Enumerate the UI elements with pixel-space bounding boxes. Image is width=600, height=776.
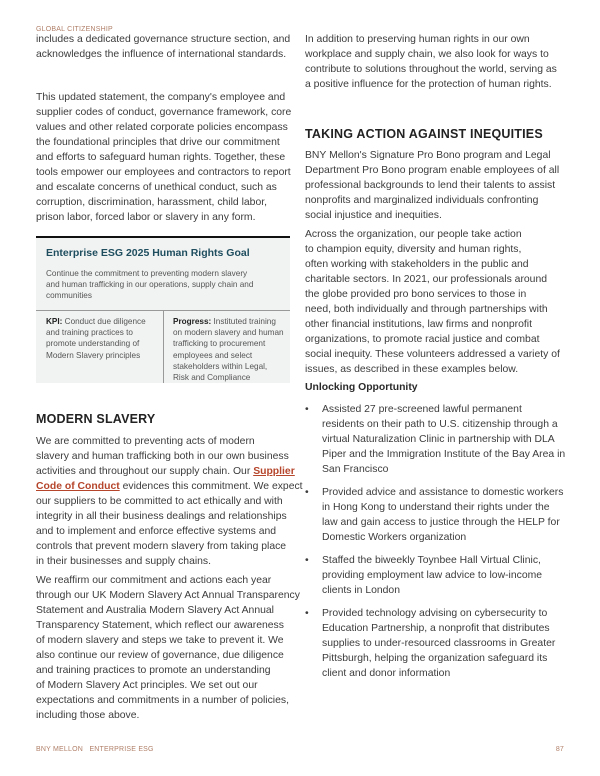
text-line: tools empower our employees and contractors to report [36, 167, 291, 178]
bullet-icon: • [305, 404, 309, 415]
text-line: San Francisco [322, 464, 389, 475]
text-line: This updated statement, the company's employee and [36, 92, 286, 103]
text-line: workplace and supply chain, we also look for ways to [305, 49, 549, 60]
text-line: Instituted training [213, 317, 276, 326]
divider [163, 310, 164, 383]
paragraph [305, 227, 560, 377]
paragraph-link-line [36, 479, 303, 494]
text-line: and training practices to [46, 328, 133, 338]
text-line: Department Pro Bono program enable employees of all [305, 165, 560, 176]
text-line: and to implement and enforce effective systems and [36, 526, 277, 537]
text-line: employees and select [173, 350, 253, 360]
text: evidences this commitment. We expect [119, 481, 303, 492]
text-line: Conduct due diligence [64, 317, 146, 326]
progress-text [173, 317, 284, 382]
text-line: charitable sectors. In 2021, our professionals around [305, 274, 548, 285]
paragraph-lines [36, 434, 303, 479]
text-line: and escalate concerns of unethical conduct, such as [36, 182, 277, 193]
text-line: We are committed to preventing acts of modern [36, 436, 255, 447]
text-line: virtual Naturalization Clinic in partnership with DLA [322, 434, 555, 445]
text-line: nonprofits and marginalized individuals confronting [305, 195, 539, 206]
text-line: and efforts to safeguard human rights. Together, these [36, 152, 286, 163]
text-line: corruption, discrimination, harassment, child labor, [36, 197, 268, 208]
paragraph [36, 573, 303, 723]
modern-slavery-body [36, 434, 303, 723]
bullet-item [305, 485, 564, 545]
text-line: In addition to preserving human rights in our own [305, 34, 530, 45]
heading-taking-action: TAKING ACTION AGAINST INEQUITIES [305, 127, 543, 141]
text-line: We reaffirm our commitment and actions each year [36, 575, 272, 586]
heading-modern-slavery: MODERN SLAVERY [36, 412, 156, 426]
text-line: of modern slavery and steps we take to prevent it. We [36, 635, 284, 646]
supplier-code-link[interactable]: Supplier [253, 466, 295, 477]
text-line: Risk and Compliance [173, 373, 251, 383]
text-line: Piper and the Immigration Institute of the Bay Area in [322, 449, 566, 460]
text-line: residents on their path to U.S. citizenship through a [322, 419, 558, 430]
text-line: on modern slavery and human [173, 328, 284, 338]
bullet-item [305, 402, 566, 477]
paragraph [36, 90, 291, 225]
goal-description [46, 268, 253, 302]
text-line: a positive influence for the protection of human rights. [305, 79, 552, 90]
footer-report: ENTERPRISE ESG [89, 746, 154, 753]
text-line: Transparency Statement, which reflect our awareness [36, 620, 284, 631]
text-line: social inequity. These volunteers addressed a variety of [305, 349, 560, 360]
progress-label: Progress: [173, 317, 212, 326]
text-line: law and gain access to justice through the HELP for [322, 517, 560, 528]
text-line: clients in London [322, 585, 400, 596]
text-line: trafficking to procurement [173, 339, 266, 349]
text-line: of Modern Slavery Act principles. We set out our [36, 680, 258, 691]
text-line: the globe provided pro bono services to those in [305, 289, 527, 300]
text-line: expectations and commitments in a number of policies, [36, 695, 289, 706]
text-line: often working with stakeholders in the public and [305, 259, 529, 270]
text-line: Across the organization, our people take action [305, 229, 522, 240]
text-line: organizations, to promote racial justice and combat [305, 334, 540, 345]
text-line: communities [46, 291, 92, 301]
progress-cell [173, 316, 284, 383]
paragraph [305, 32, 557, 92]
paragraph [305, 148, 559, 223]
text-line: need, both individually and through partnerships with [305, 304, 548, 315]
text-line: Domestic Workers organization [322, 532, 467, 543]
text-line: integrity in all their business dealings and relationships [36, 511, 287, 522]
goal-title: Enterprise ESG 2025 Human Rights Goal [46, 247, 250, 259]
text-line: Staffed the biweekly Toynbee Hall Virtual Clinic, [322, 555, 541, 566]
kpi-cell [46, 316, 146, 361]
text-line: controls that prevent modern slavery from taking place [36, 541, 287, 552]
text-line: Assisted 27 pre-screened lawful permanent [322, 404, 522, 415]
text-line: prison labor, forced labor or slavery in any form. [36, 212, 256, 223]
page-number: 87 [555, 746, 564, 753]
text-line: stakeholders within Legal, [173, 361, 268, 371]
text-line: issues, as described in these examples below. [305, 364, 519, 375]
text-line: professional backgrounds to lend their talents to assist [305, 180, 556, 191]
text-line: client and donor information [322, 668, 451, 679]
bullet-item [305, 553, 543, 598]
text-line: including those above. [36, 710, 140, 721]
text-line: promote understanding of [46, 339, 140, 349]
text-line: our suppliers to be committed to act ethically and with [36, 496, 283, 507]
text-line: social injustice and inequities. [305, 210, 442, 221]
text-line: Education Partnership, a nonprofit that distributes [322, 623, 550, 634]
text-line: supplier codes of conduct, governance framework, core [36, 107, 292, 118]
text-line: other financial institutions, law firms and nonprofit [305, 319, 532, 330]
text-line: values and other related corporate policies encompass [36, 122, 288, 133]
text-line: slavery and human trafficking both in our own business [36, 451, 289, 462]
text-line: providing employment law advice to low-income [322, 570, 543, 581]
text-line: Statement and Australia Modern Slavery Act Annual [36, 605, 274, 616]
text-line: and training practices to promote an understanding [36, 665, 271, 676]
paragraph-lines [36, 494, 303, 569]
text-line: contribute to solutions throughout the world, serving as [305, 64, 557, 75]
footer-brand-text: BNY MELLON [36, 746, 83, 753]
footer-brand [36, 746, 154, 753]
goal-box [36, 236, 290, 383]
text-line: Provided advice and assistance to domestic workers [322, 487, 564, 498]
text-line: in their businesses and supply chains. [36, 556, 212, 567]
text-line: Modern Slavery principles [46, 350, 141, 360]
text-line: to champion equity, diversity and human rights, [305, 244, 522, 255]
text-line: acknowledges the influence of international standards. [36, 49, 287, 60]
paragraph [36, 32, 290, 62]
bullet-icon: • [305, 555, 309, 566]
bullet-item [305, 606, 556, 681]
text-line: the foundational principles that drive our commitment [36, 137, 280, 148]
supplier-code-link[interactable]: Code of Conduct [36, 481, 120, 492]
subheading-unlocking-opportunity: Unlocking Opportunity [305, 382, 418, 393]
text: activities and throughout our supply chain. Our [36, 466, 254, 477]
bullet-icon: • [305, 608, 309, 619]
text-line: supplies to under-resourced classrooms in Greater [322, 638, 556, 649]
text-line: through our UK Modern Slavery Act Annual Transparency [36, 590, 300, 601]
text-line: Pittsburgh, helping the organization safeguard its [322, 653, 548, 664]
text-line: includes a dedicated governance structure section, and [36, 34, 291, 45]
bullet-icon: • [305, 487, 309, 498]
text-line [36, 464, 303, 479]
text-line: in Hong Kong to understand their rights under the [322, 502, 550, 513]
text-line: BNY Mellon's Signature Pro Bono program and Legal [305, 150, 551, 161]
text-line: and human trafficking in our operations, supply chain and [46, 280, 254, 290]
text-line: also continue our review of governance, due diligence [36, 650, 284, 661]
text-line: Continue the commitment to preventing modern slavery [46, 269, 248, 278]
kpi-label: KPI: [46, 317, 63, 326]
section-header: GLOBAL CITIZENSHIP [36, 26, 113, 33]
text-line: Provided technology advising on cybersecurity to [322, 608, 548, 619]
